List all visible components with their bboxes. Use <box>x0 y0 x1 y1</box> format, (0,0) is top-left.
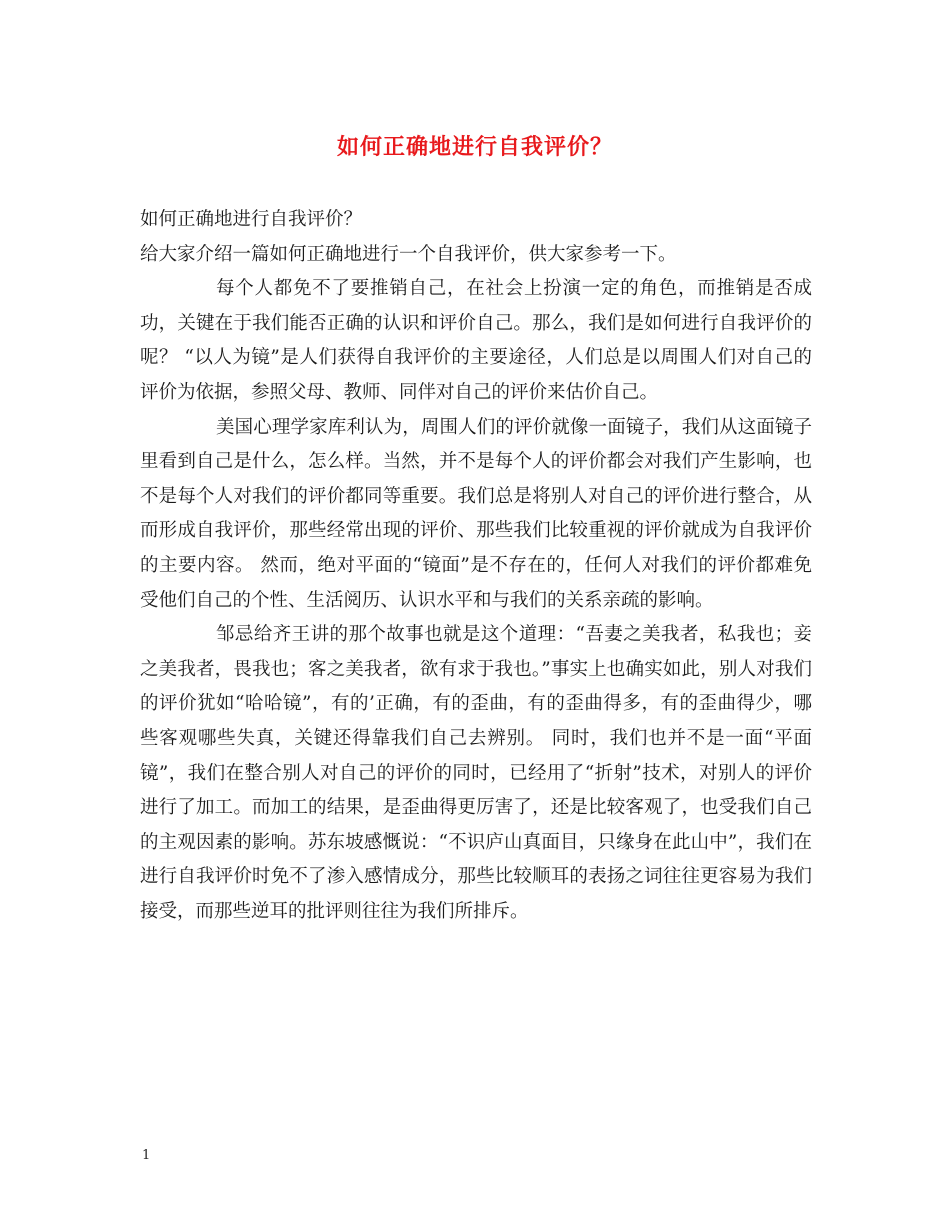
page-number: 1 <box>142 1148 151 1163</box>
paragraph-1: 每个人都免不了要推销自己，在社会上扮演一定的角色，而推销是否成功，关键在于我们能否正确的认识和评价自己。那么，我们是如何进行自我评价的呢？ “以人为镜”是人们获得自我评价的主要途径，人们总是以周围人们对自己的评价为依据，参照父母、教师、同伴对自己的评价来估价自己。 <box>140 278 812 403</box>
document-body <box>140 203 812 929</box>
intro-line-heading: 如何正确地进行自我评价？ <box>140 209 363 230</box>
paragraph-3: 邹忌给齐王讲的那个故事也就是这个道理：“吾妻之美我者，私我也；妾之美我者，畏我也；客之美我者，欲有求于我也。”事实上也确实如此，别人对我们的评价犹如“哈哈镜”，有的’正确，有的歪曲，有的歪曲得多，有的歪曲得少，哪些客观哪些失真，关键还得靠我们自己去辨别。 同时，我们也并不是一面“平面镜”，我们在整合别人对自己的评价的同时，已经用了“折射”技术，对别人的评价进行了加工。而加工的结果，是歪曲得更厉害了，还是比较客观了，也受我们自己的主观因素的影响。苏东坡感慨说：“不识庐山真面目，只缘身在此山中”，我们在进行自我评价时免不了渗入感情成分，那些比较顺耳的表扬之词往往更容易为我们接受，而那些逆耳的批评则往往为我们所排斥。 <box>140 624 812 922</box>
document-title: 如何正确地进行自我评价？ <box>336 134 613 160</box>
intro-line-description: 给大家介绍一篇如何正确地进行一个自我评价，供大家参考一下。 <box>140 243 677 265</box>
paragraph-2: 美国心理学家库利认为，周围人们的评价就像一面镜子，我们从这面镜子里看到自己是什么，怎么样。当然，并不是每个人的评价都会对我们产生影响，也不是每个人对我们的评价都同等重要。我们总是将别人对自己的评价进行整合，从而形成自我评价，那些经常出现的评价、那些我们比较重视的评价就成为自我评价的主要内容。 然而，绝对平面的“镜面”是不存在的，任何人对我们的评价都难免受他们自己的个性、生活阅历、认识水平和与我们的关系亲疏的影响。 <box>140 416 812 611</box>
